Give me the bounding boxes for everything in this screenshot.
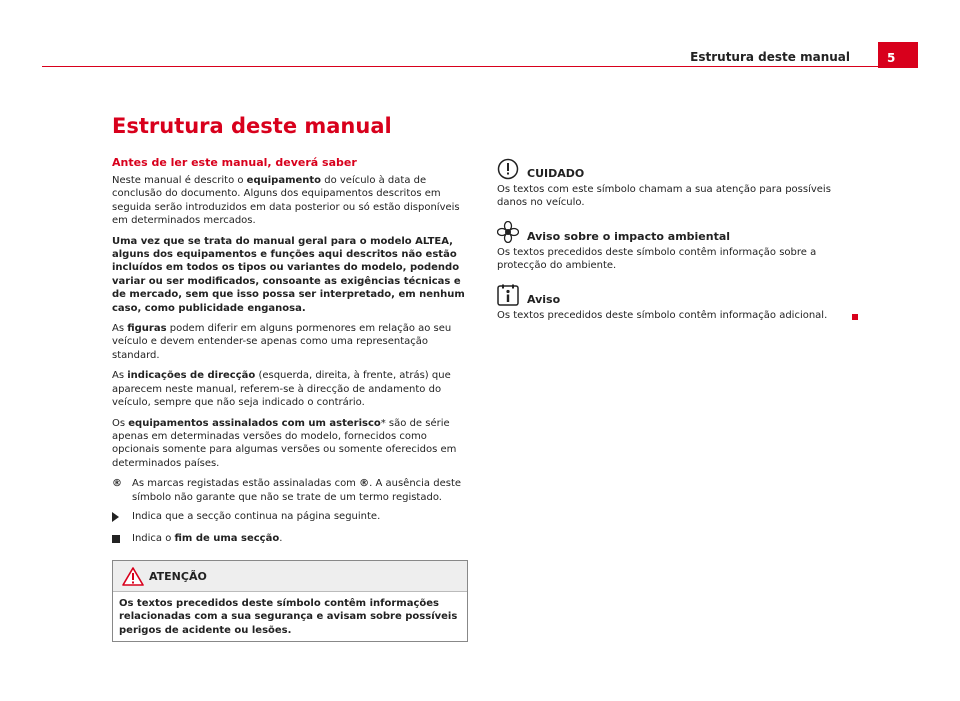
text: Indica o bbox=[132, 533, 175, 545]
registered-symbol-inline: ® bbox=[359, 478, 370, 490]
list-text: Indica que a secção continua na página seguinte. bbox=[132, 510, 381, 522]
list-item-continues bbox=[112, 510, 468, 526]
list-item-end-section bbox=[112, 532, 468, 547]
info-note-icon bbox=[497, 284, 519, 306]
exclamation-circle-icon bbox=[497, 158, 519, 180]
right-column bbox=[497, 156, 857, 331]
paragraph-equipment bbox=[112, 174, 468, 228]
list-text bbox=[132, 477, 468, 504]
page-number-box: 5 bbox=[878, 42, 918, 68]
text: . A ausência deste símbolo não garante que não se trate de um termo registado. bbox=[132, 478, 462, 503]
paragraph-general-manual: Uma vez que se trata do manual geral para o modelo ALTEA, alguns dos equipamentos e funções aqui descritos não estão incluídos em todos os tipos ou variantes do modelo, podendo variar ou ser modificados, consoante as exigências técnicas e de mercado, sem que isso possa ser interpretado, em nenhum caso, como publicidade enganosa. bbox=[112, 235, 465, 314]
text: As bbox=[112, 370, 128, 382]
bold-term: figuras bbox=[127, 323, 167, 335]
text: As marcas registadas estão assinaladas com bbox=[132, 478, 360, 490]
left-column bbox=[112, 156, 468, 642]
cuidado-title: CUIDADO bbox=[527, 167, 585, 180]
bold-term: fim de uma secção bbox=[174, 533, 280, 545]
cuidado-text: Os textos com este símbolo chamam a sua atenção para possíveis danos no veículo. bbox=[497, 184, 831, 209]
bold-term: equipamentos assinalados com um asterisco bbox=[128, 417, 381, 429]
ambiental-notice bbox=[497, 219, 857, 273]
text: podem diferir em alguns pormenores em relação ao seu veículo e devem entender-se apenas como uma representação standard. bbox=[112, 323, 452, 361]
text: As bbox=[112, 323, 128, 335]
text: Neste manual é descrito o bbox=[112, 175, 247, 186]
text: Os bbox=[112, 417, 129, 429]
header-section-title: Estrutura deste manual bbox=[690, 50, 850, 64]
atencao-text: Os textos precedidos deste símbolo contêm informações relacionadas com a sua segurança e avisam sobre possíveis perigos de acidente ou lesões. bbox=[119, 597, 458, 636]
list-text bbox=[132, 532, 282, 547]
cuidado-notice bbox=[497, 156, 857, 210]
arrow-right-icon bbox=[112, 512, 119, 522]
text: . bbox=[279, 533, 283, 545]
black-square-icon bbox=[112, 535, 120, 543]
end-of-section-mark bbox=[852, 314, 858, 320]
registered-symbol: ® bbox=[112, 478, 122, 490]
header-rule bbox=[42, 66, 878, 67]
aviso-notice bbox=[497, 282, 857, 322]
atencao-box bbox=[112, 560, 468, 642]
atencao-header bbox=[113, 561, 467, 592]
text: (esquerda, direita, à frente, atrás) que aparecem neste manual, referem-se à direcção de andamento do veículo, sempre que não seja indicado o contrário. bbox=[112, 370, 451, 409]
bold-term: equipamento bbox=[246, 175, 322, 186]
bold-term: indicações de direcção bbox=[127, 370, 256, 382]
paragraph-asterisk bbox=[112, 417, 468, 471]
subheading: Antes de ler este manual, deverá saber bbox=[112, 156, 357, 169]
flower-icon bbox=[497, 221, 519, 243]
atencao-title: ATENÇÃO bbox=[149, 569, 207, 583]
text: do veículo à data de conclusão do documento. Alguns dos equipamentos descritos em seguida serão introduzidos em data posterior ou só estão disponíveis em determinados mercados. bbox=[112, 175, 460, 227]
aviso-text: Os textos precedidos deste símbolo contêm informação adicional. bbox=[497, 309, 828, 321]
paragraph-directions bbox=[112, 369, 468, 409]
aviso-title: Aviso bbox=[527, 292, 561, 306]
page-title: Estrutura deste manual bbox=[112, 114, 392, 138]
text: * são de série apenas em determinadas versões do modelo, fornecidos como opcionais somente para algumas versões ou somente oferecidos em determinados países. bbox=[112, 417, 457, 469]
warning-triangle-icon bbox=[122, 567, 144, 586]
list-item-registered bbox=[112, 477, 468, 504]
paragraph-figures bbox=[112, 322, 468, 362]
ambiental-text: Os textos precedidos deste símbolo contêm informação sobre a protecção do ambiente. bbox=[497, 246, 817, 272]
ambiental-title: Aviso sobre o impacto ambiental bbox=[527, 229, 731, 243]
